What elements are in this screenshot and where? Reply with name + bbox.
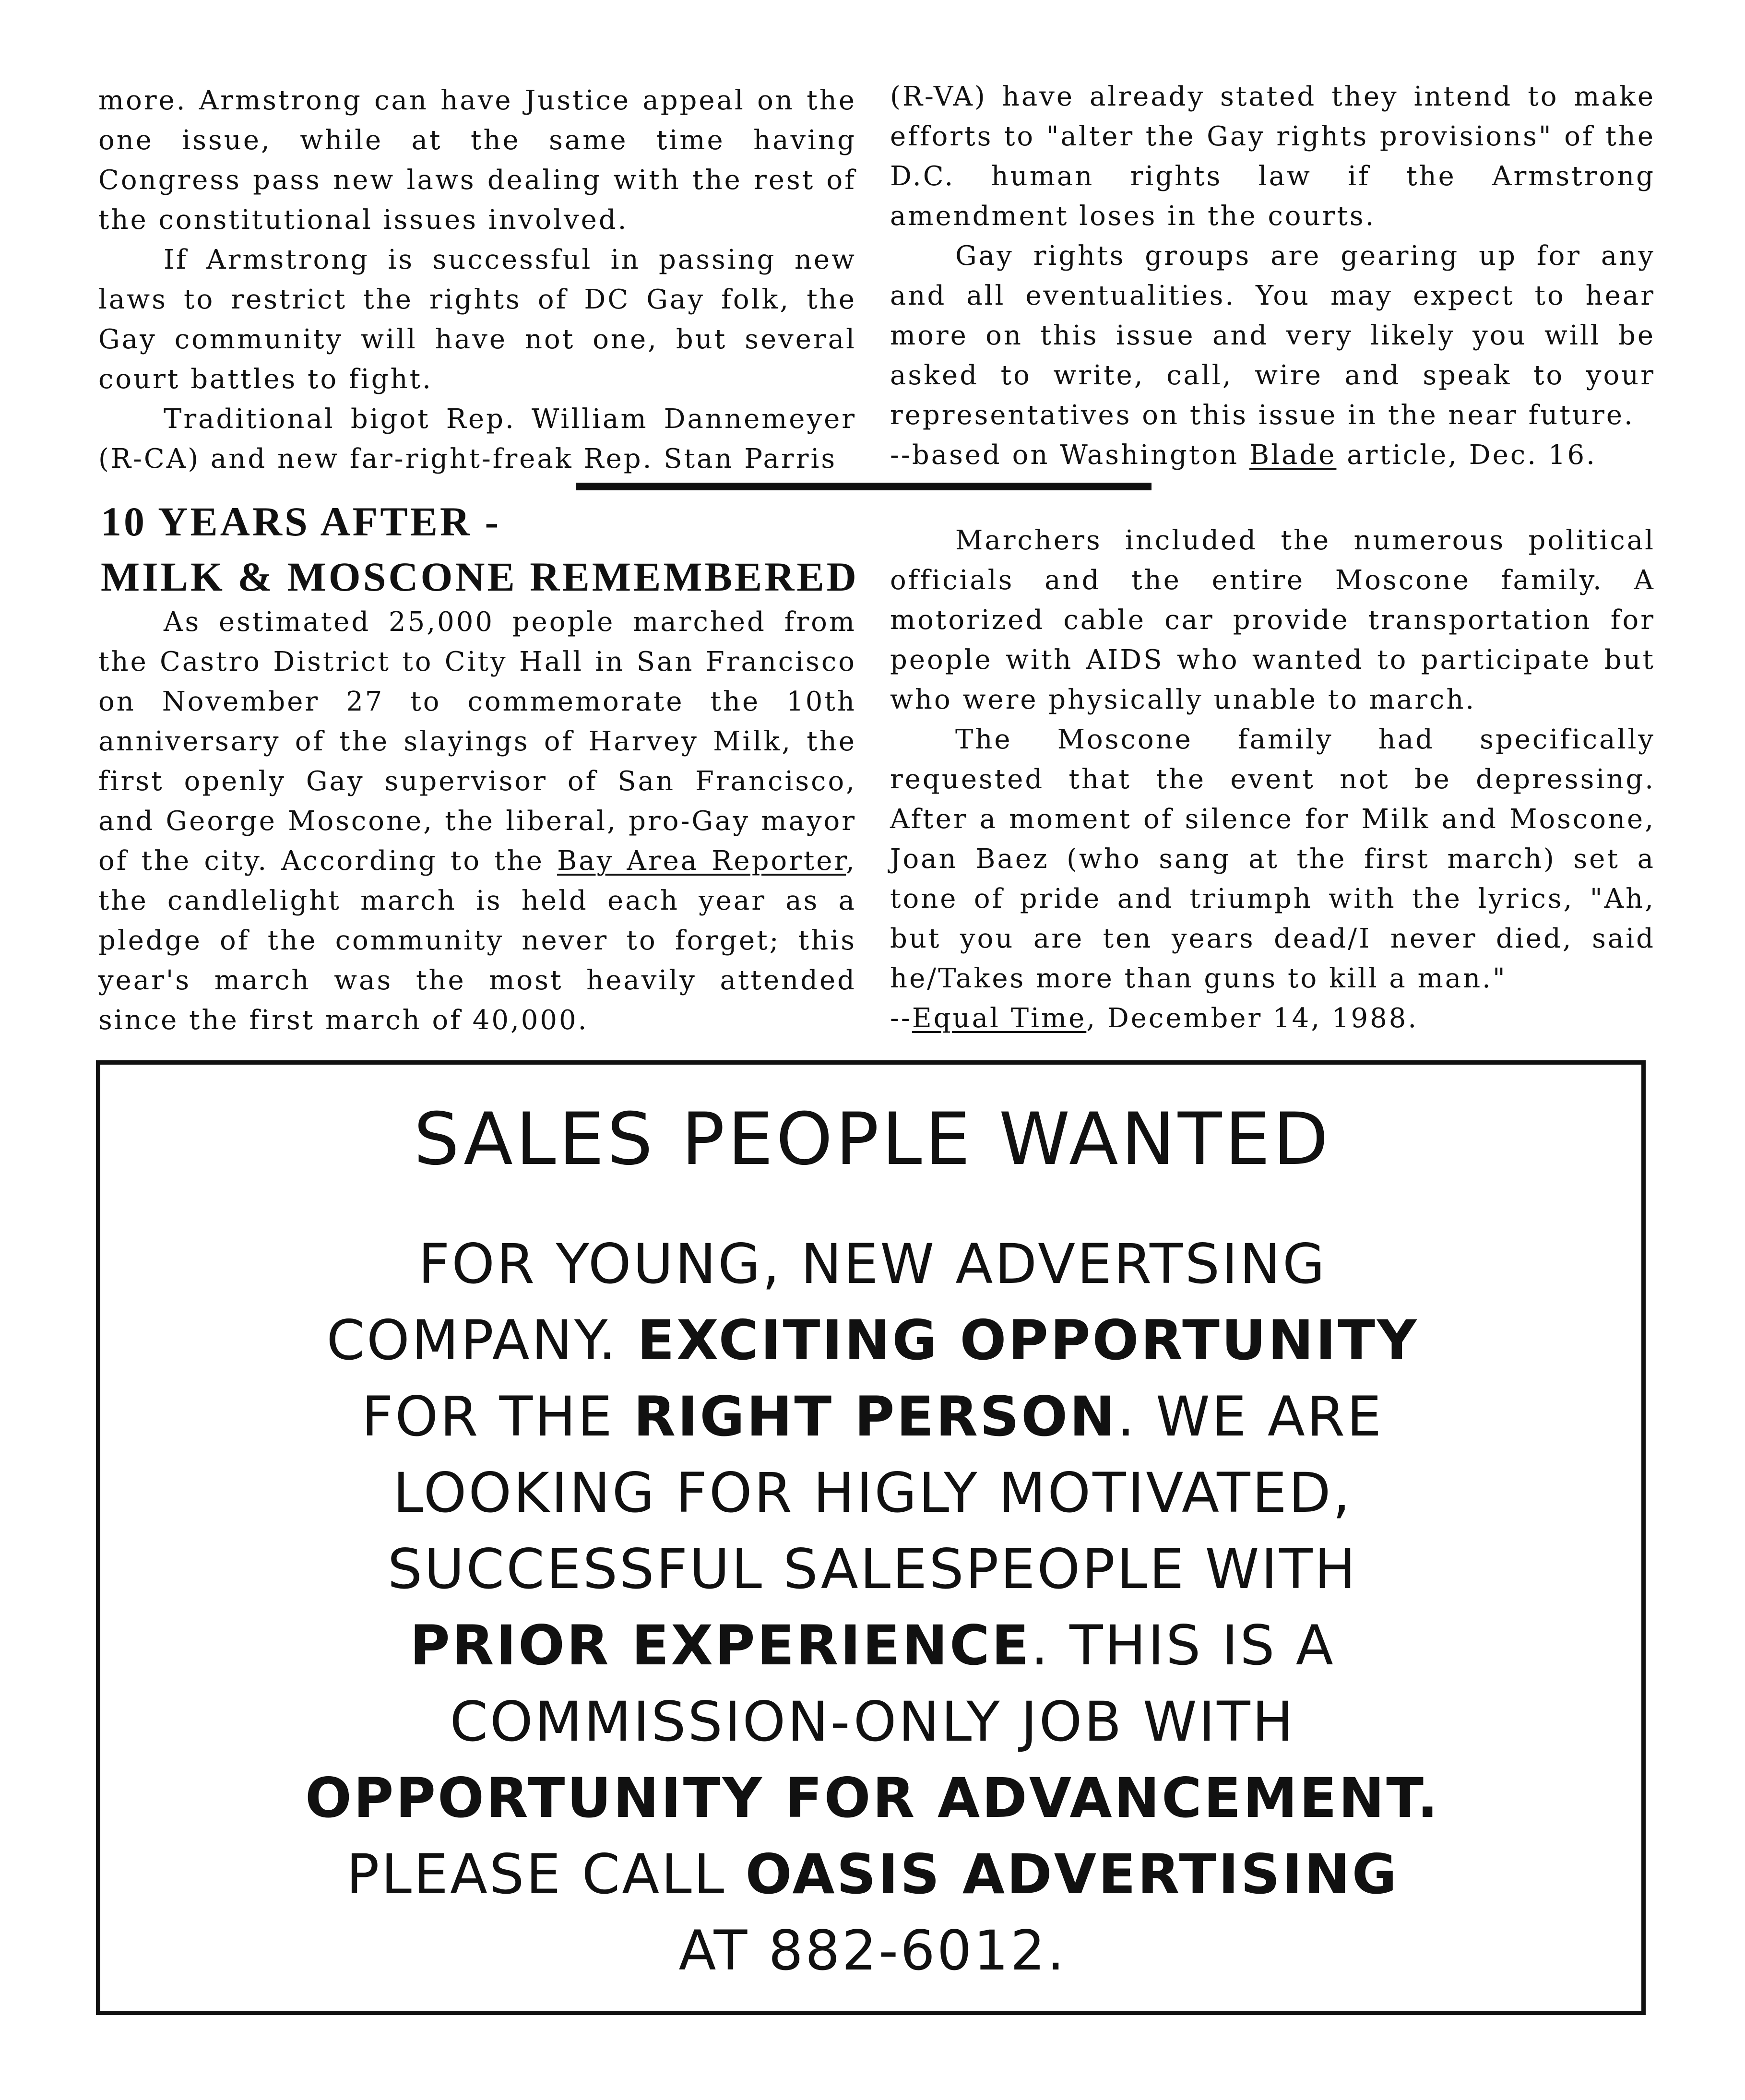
source-publication: Blade: [1249, 439, 1337, 471]
ad-phone: AT 882-6012.: [678, 1919, 1067, 1982]
ad-line: [0, 1302, 1745, 1378]
ad-text: . WE ARE: [1117, 1385, 1384, 1448]
ad-body: [0, 1226, 1745, 1989]
article-headline: [101, 494, 868, 605]
paragraph: [98, 602, 856, 1040]
paragraph: The Moscone family had specifically requested that the event not be depressing. After a moment of silence for Milk and Moscone, Joan Baez (who sang at the first march) set a tone of pride and triumph with the lyrics, "Ah, but you are ten years dead/I never died, said he/Takes more than guns to kill a man.": [890, 724, 1655, 994]
source-suffix: article, Dec. 16.: [1336, 439, 1597, 471]
ad-text-bold: RIGHT PERSON: [633, 1385, 1117, 1448]
section-divider: [576, 483, 1151, 490]
ad-line: [0, 1378, 1745, 1455]
ad-title: SALES PEOPLE WANTED: [414, 1098, 1331, 1181]
ad-line: [0, 1912, 1745, 1989]
paragraph-text: As estimated 25,000 people marched from the Castro District to City Hall in San Francisco on November 27 to commemorate the 10th anniversary of the slayings of Harvey Milk, the first openly Gay supervisor of San Francisco, and George Moscone, the liberal, pro-Gay mayor of the city. According to the: [98, 606, 856, 877]
ad-line: [0, 1684, 1745, 1760]
source-publication: Bay Area Reporter: [557, 845, 846, 877]
ad-text: LOOKING FOR HIGLY MOTIVATED,: [393, 1461, 1352, 1525]
paragraph: Traditional bigot Rep. William Dannemeyer (R-CA) and new far-right-freak Rep. Stan Parris: [98, 403, 856, 475]
ad-line: [0, 1455, 1745, 1531]
ad-line: [0, 1760, 1745, 1836]
paragraph: (R-VA) have already stated they intend to make efforts to "alter the Gay rights provisions" of the D.C. human rights law if the Armstrong amendment loses in the courts.: [890, 81, 1655, 232]
paragraph: Marchers included the numerous political officials and the entire Moscone family. A motorized cable car provide transportation for people with AIDS who wanted to participate but who were physically unable to march.: [890, 525, 1655, 715]
source-publication: Equal Time: [912, 1003, 1087, 1034]
source-prefix: --: [890, 1003, 912, 1034]
source-prefix: --based on Washington: [890, 439, 1249, 471]
ad-line: [0, 1226, 1745, 1302]
headline-line: MILK & MOSCONE REMEMBERED: [101, 554, 859, 600]
paragraph: If Armstrong is successful in passing new laws to restrict the rights of DC Gay folk, the Gay community will have not one, but several court battles to fight.: [98, 244, 856, 395]
ad-text-bold: EXCITING OPPORTUNITY: [637, 1308, 1419, 1372]
ad-text-bold: OPPORTUNITY FOR ADVANCEMENT.: [305, 1766, 1440, 1830]
milk-article-right-column: [890, 521, 1655, 1038]
ad-text-bold: OASIS ADVERTISING: [745, 1842, 1399, 1906]
source-suffix: , December 14, 1988.: [1086, 1003, 1419, 1034]
paragraph-text: , the candlelight march is held each year as a pledge of the community never to forget; this year's march was the most heavily attended since the first march of 40,000.: [98, 845, 856, 1036]
top-article-right-column: [890, 77, 1655, 475]
paragraph: Gay rights groups are gearing up for any and all eventualities. You may expect to hear more on this issue and very likely you will be asked to write, call, wire and speak to your representatives on this issue in the near future.: [890, 240, 1655, 431]
ad-text-bold: PRIOR EXPERIENCE: [410, 1614, 1031, 1677]
ad-line: [0, 1607, 1745, 1684]
ad-text: . THIS IS A: [1031, 1614, 1335, 1677]
ad-text: SUCCESSFUL SALESPEOPLE WITH: [387, 1537, 1358, 1601]
paragraph: more. Armstrong can have Justice appeal on the one issue, while at the same time having Congress pass new laws dealing with the rest of the constitutional issues involved.: [98, 85, 856, 236]
ad-text: COMPANY.: [326, 1308, 637, 1372]
ad-text: FOR THE: [361, 1385, 634, 1448]
ad-text: COMMISSION-ONLY JOB WITH: [450, 1690, 1295, 1754]
ad-text: PLEASE CALL: [346, 1842, 746, 1906]
headline-line: 10 YEARS AFTER -: [101, 498, 501, 545]
article-source: [890, 998, 1655, 1038]
ad-text: FOR YOUNG, NEW ADVERTSING: [418, 1232, 1327, 1296]
ad-line: [0, 1531, 1745, 1607]
article-source: [890, 435, 1655, 475]
milk-article-left-column: [98, 602, 856, 1040]
top-article-left-column: [98, 81, 856, 479]
ad-line: [0, 1836, 1745, 1912]
